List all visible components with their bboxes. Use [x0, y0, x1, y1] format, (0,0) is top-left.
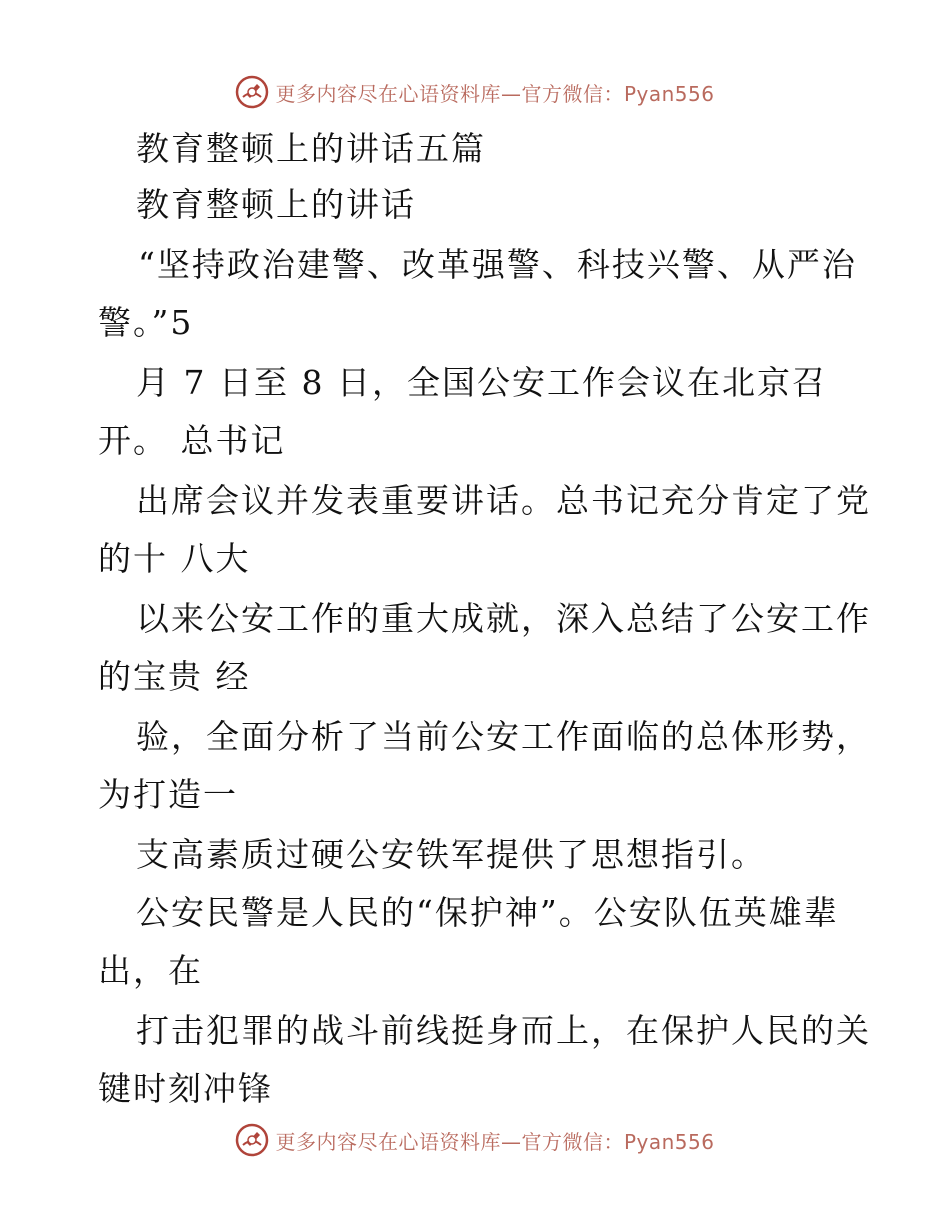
header-watermark: [0, 72, 950, 112]
text-line: 开。 总书记: [98, 421, 286, 460]
book-pen-logo-icon: [235, 1123, 269, 1157]
text-line: 公安民警是人民的“保护神”。公安队伍英雄辈: [136, 893, 839, 932]
text-line: 出席会议并发表重要讲话。总书记充分肯定了党: [136, 481, 871, 520]
text-line: 以来公安工作的重大成就，深入总结了公安工作: [136, 599, 871, 638]
text-line: 月 7 日至 8 日，全国公安工作会议在北京召: [136, 363, 827, 402]
text-line: “坚持政治建警、改革强警、科技兴警、从严治: [138, 245, 857, 284]
text-line: 为打造一: [98, 775, 238, 814]
text-line: 出，在: [98, 951, 203, 990]
text-line: 键时刻冲锋: [98, 1069, 273, 1108]
footer-watermark: [0, 1120, 950, 1160]
doc-subtitle: 教育整顿上的讲话: [136, 185, 416, 224]
book-pen-logo-icon: [235, 75, 269, 109]
text-line: 的宝贵 经: [98, 657, 251, 696]
text-line: 验，全面分析了当前公安工作面临的总体形势，: [136, 717, 871, 756]
watermark-text: 更多内容尽在心语资料库—官方微信：Pyan556: [275, 1129, 715, 1154]
text-line: 的十 八大: [98, 539, 251, 578]
text-line: 打击犯罪的战斗前线挺身而上，在保护人民的关: [136, 1011, 871, 1050]
text-line: 支高素质过硬公安铁军提供了思想指引。: [136, 835, 766, 874]
watermark-text: 更多内容尽在心语资料库—官方微信：Pyan556: [275, 81, 715, 106]
text-line: 警。”5: [98, 303, 194, 342]
doc-title: 教育整顿上的讲话五篇: [136, 129, 486, 168]
